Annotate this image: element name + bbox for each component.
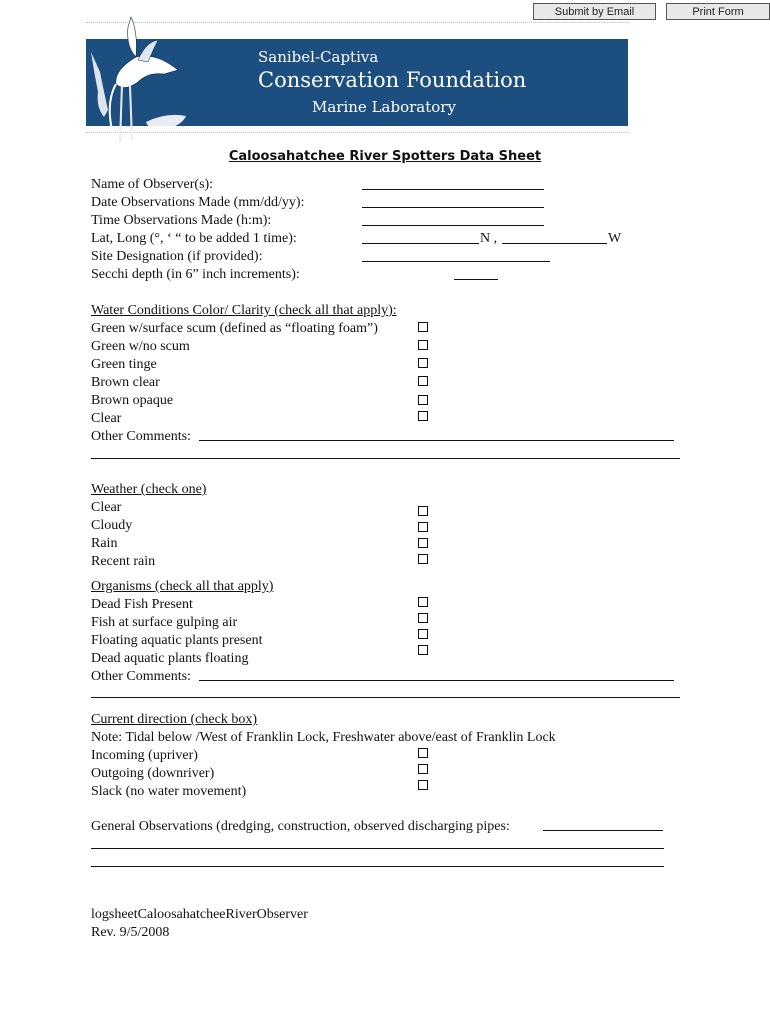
organism-item-dead-fish: Dead Fish Present bbox=[91, 597, 193, 612]
site-designation-field[interactable] bbox=[362, 261, 550, 262]
print-form-button[interactable]: Print Form bbox=[666, 3, 770, 20]
checkbox-floating-plants[interactable] bbox=[418, 629, 428, 639]
organism-item-fish-gulping: Fish at surface gulping air bbox=[91, 615, 238, 630]
current-item-slack: Slack (no water movement) bbox=[91, 784, 247, 799]
observation-date-field[interactable] bbox=[362, 207, 544, 208]
water-item-brown-clear: Brown clear bbox=[91, 375, 160, 390]
organisms-comments-label: Other Comments: bbox=[91, 669, 191, 684]
organism-item-floating-plants: Floating aquatic plants present bbox=[91, 633, 263, 648]
west-suffix: W bbox=[608, 231, 622, 246]
checkbox-weather-rain[interactable] bbox=[418, 538, 428, 548]
label-observer-name: Name of Observer(s): bbox=[91, 177, 214, 192]
general-observations-field-3[interactable] bbox=[91, 866, 664, 867]
checkbox-slack[interactable] bbox=[418, 780, 428, 790]
label-observation-time: Time Observations Made (h:m): bbox=[91, 213, 272, 228]
water-comments-field[interactable] bbox=[199, 440, 674, 441]
footer-revision: Rev. 9/5/2008 bbox=[91, 925, 170, 940]
label-lat-long: Lat, Long (°, ‘ “ to be added 1 time): bbox=[91, 231, 297, 246]
water-item-brown-opaque: Brown opaque bbox=[91, 393, 174, 408]
organisms-comments-field-2[interactable] bbox=[91, 697, 680, 698]
current-direction-header: Current direction (check box) bbox=[91, 712, 257, 727]
water-item-surface-scum: Green w/surface scum (defined as “floating foam”) bbox=[91, 321, 378, 336]
checkbox-weather-clear[interactable] bbox=[418, 506, 428, 516]
current-direction-note: Note: Tidal below /West of Franklin Lock, Freshwater above/east of Franklin Lock bbox=[91, 730, 556, 745]
label-secchi-depth: Secchi depth (in 6” inch increments): bbox=[91, 267, 300, 282]
checkbox-incoming[interactable] bbox=[418, 748, 428, 758]
checkbox-brown-clear[interactable] bbox=[418, 376, 428, 386]
page-title: Caloosahatchee River Spotters Data Sheet bbox=[228, 149, 542, 164]
checkbox-brown-opaque[interactable] bbox=[418, 395, 428, 405]
checkbox-weather-cloudy[interactable] bbox=[418, 522, 428, 532]
water-item-clear: Clear bbox=[91, 411, 122, 426]
weather-header: Weather (check one) bbox=[91, 482, 207, 497]
organisms-comments-field[interactable] bbox=[199, 680, 674, 681]
label-observation-date: Date Observations Made (mm/dd/yy): bbox=[91, 195, 305, 210]
banner-line2: Conservation Foundation bbox=[258, 68, 527, 92]
longitude-field[interactable] bbox=[502, 243, 607, 244]
general-observations-label: General Observations (dredging, construction, observed discharging pipes: bbox=[91, 819, 510, 834]
water-item-green-tinge: Green tinge bbox=[91, 357, 157, 372]
checkbox-surface-scum[interactable] bbox=[418, 322, 428, 332]
checkbox-water-clear[interactable] bbox=[418, 411, 428, 421]
checkbox-no-scum[interactable] bbox=[418, 340, 428, 350]
north-suffix: N , bbox=[480, 231, 498, 246]
checkbox-green-tinge[interactable] bbox=[418, 358, 428, 368]
secchi-depth-field[interactable] bbox=[454, 279, 498, 280]
pelican-logo-icon bbox=[86, 12, 196, 147]
banner-line1: Sanibel-Captiva bbox=[258, 48, 379, 66]
weather-item-cloudy: Cloudy bbox=[91, 518, 133, 533]
current-item-outgoing: Outgoing (downriver) bbox=[91, 766, 215, 781]
weather-item-rain: Rain bbox=[91, 536, 118, 551]
organisms-header: Organisms (check all that apply) bbox=[91, 579, 274, 594]
checkbox-weather-recent-rain[interactable] bbox=[418, 554, 428, 564]
banner-line3: Marine Laboratory bbox=[312, 98, 456, 116]
water-comments-label: Other Comments: bbox=[91, 429, 191, 444]
organism-item-dead-plants: Dead aquatic plants floating bbox=[91, 651, 249, 666]
checkbox-outgoing[interactable] bbox=[418, 764, 428, 774]
checkbox-fish-gulping[interactable] bbox=[418, 613, 428, 623]
weather-item-clear: Clear bbox=[91, 500, 122, 515]
label-site-designation: Site Designation (if provided): bbox=[91, 249, 263, 264]
latitude-field[interactable] bbox=[362, 243, 479, 244]
checkbox-dead-fish[interactable] bbox=[418, 597, 428, 607]
general-observations-field-2[interactable] bbox=[91, 848, 664, 849]
observer-name-field[interactable] bbox=[362, 189, 544, 190]
current-item-incoming: Incoming (upriver) bbox=[91, 748, 198, 763]
observation-time-field[interactable] bbox=[362, 225, 544, 226]
water-conditions-header: Water Conditions Color/ Clarity (check all that apply): bbox=[91, 303, 397, 318]
weather-item-recent-rain: Recent rain bbox=[91, 554, 156, 569]
submit-by-email-button[interactable]: Submit by Email bbox=[533, 3, 656, 20]
footer-filename: logsheetCaloosahatcheeRiverObserver bbox=[91, 907, 308, 922]
general-observations-field[interactable] bbox=[543, 830, 663, 831]
checkbox-dead-plants[interactable] bbox=[418, 645, 428, 655]
water-comments-field-2[interactable] bbox=[91, 458, 680, 459]
water-item-no-scum: Green w/no scum bbox=[91, 339, 190, 354]
